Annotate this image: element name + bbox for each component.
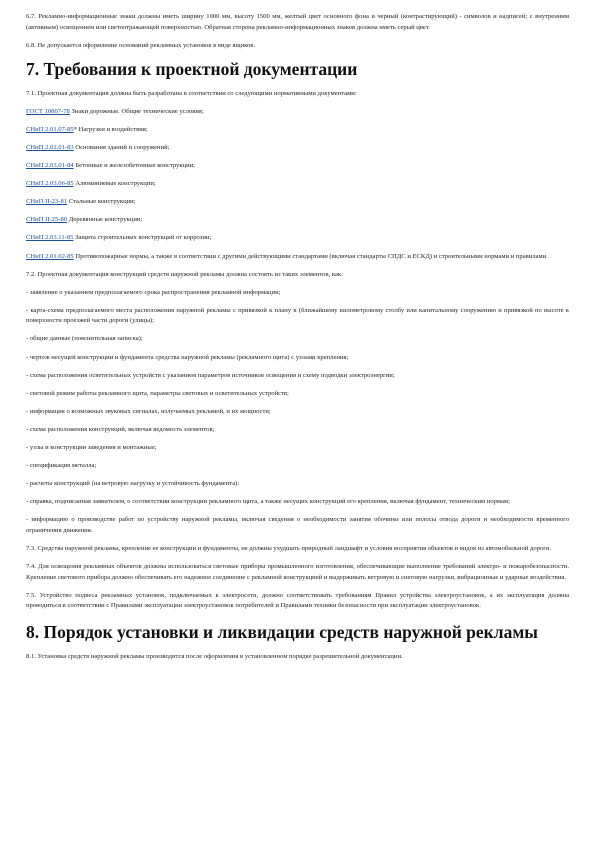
reference-link[interactable]: СНиП 2.01.07-85	[26, 125, 74, 133]
list-item: - схема расположения конструкций, включая ведомость элементов;	[26, 425, 215, 433]
reference-item	[26, 197, 569, 208]
reference-item	[26, 179, 569, 190]
list-item: - расчеты конструкций (на ветровую нагрузку и устойчивость фундамента);	[26, 480, 240, 488]
list-item: - заявление о указанием предполагаемого срока распространения рекламной информации;	[26, 288, 281, 296]
reference-link[interactable]: СНиП 2.03.06-85	[26, 180, 74, 188]
reference-text: Знаки дорожные. Общие технические условия;	[69, 107, 204, 115]
paragraph-7-1: 7.1. Проектная документация должна быть разработана в соответствии со следующими нормативными документами:	[26, 89, 357, 97]
list-item: - спецификация металла;	[26, 462, 97, 470]
reference-text: Бетонные и железобетонные конструкции;	[73, 162, 195, 170]
documentation-elements-list	[26, 288, 569, 537]
list-item: - узлы и конструкции заведения и монтажные;	[26, 443, 157, 451]
paragraph-7-3: 7.3. Средства наружной рекламы, крепление ее конструкции и фундаменты, не должны ухудшать природный ландшафт и условия восприятия объектов и видов из автомобильной дороги.	[26, 544, 552, 552]
reference-item	[26, 233, 569, 244]
reference-link[interactable]: СНиП 2.01.02-85	[26, 252, 74, 260]
list-item: - световой режим работы рекламного щита, параметры световых и осветительных устройств;	[26, 389, 289, 397]
reference-text: Защита строительных конструкций от коррозии;	[73, 234, 212, 242]
section-8-heading: 8. Порядок установки и ликвидации средств наружной рекламы	[26, 621, 538, 642]
reference-link[interactable]: СНиП II-25-80	[26, 216, 68, 224]
reference-link[interactable]: ГОСТ 10807-78	[26, 107, 70, 115]
reference-item	[26, 143, 569, 154]
reference-link[interactable]: СНиП 2.02.01-83	[26, 143, 74, 151]
reference-item	[26, 215, 569, 226]
reference-text: Деревянные конструкции;	[67, 216, 143, 224]
section-7-heading: 7. Требования к проектной документации	[26, 58, 358, 79]
paragraph-8-1: 8.1. Установка средств наружной рекламы производится после оформления в установленном порядке разрешительной документации.	[26, 652, 403, 660]
list-item: - информация о возможных звуковых сигналах, излучаемых рекламой, и их мощности;	[26, 407, 271, 415]
reference-link[interactable]: СНиП 2.03.11-85	[26, 234, 74, 242]
document-page	[26, 12, 569, 670]
reference-text: Стальные конструкции;	[67, 198, 136, 206]
reference-item	[26, 252, 569, 263]
paragraph-6-8: 6.8. Не допускается оформление оснований рекламных установок в виде ящиков.	[26, 41, 256, 49]
reference-text: Основания зданий и сооружений;	[73, 143, 170, 151]
normative-references-list	[26, 107, 569, 262]
reference-text: Противопожарные нормы, а также в соответствии с другими действующими стандартами (включая стандарты СПДС и ЕСКД) и строительными нормами и правилами.	[73, 252, 548, 260]
reference-link[interactable]: СНиП 2.03.01-84	[26, 162, 74, 170]
reference-item	[26, 125, 569, 136]
list-item: - карта-схема предполагаемого места расположения наружной рекламы с привязкой к плану к (ближайшему километровому столбу или капитальному сооружению и привязкой по высоте к поверхности проезжей части дороги (улицы);	[26, 306, 569, 325]
reference-text: * Нагрузки и воздействия;	[73, 125, 148, 133]
list-item: - общие данные (пояснительная записка);	[26, 335, 143, 343]
paragraph-7-5: 7.5. Устройство подвеса рекламных установок, подключаемых к электросети, должно соответствовать требованиям Правил устройства электроустановок, а их эксплуатация должна проводиться в соответствии с Правилами эксплуатации электроустановок потребителей и Правилами техники безопасности при эксплуатации электроустановок.	[26, 591, 569, 610]
paragraph-7-2: 7.2. Проектная документация конструкций средств наружной рекламы должна состоять из таких элементов, как:	[26, 270, 343, 278]
paragraph-6-7: 6.7. Рекламно-информационные знаки должны иметь ширину 1000 мм, высоту 1500 мм, желтый цвет основного фона и черный (контрастирующий) - символов и надписей; с внутренним (активным) освещением или светоотражающей поверхностью. Обратная сторона рекламно-информационных знаков должна иметь серый цвет.	[26, 13, 569, 31]
list-item: - чертеж несущей конструкции и фундамента средства наружной рекламы (рекламного щита) с узлами крепления;	[26, 353, 349, 361]
paragraph-7-4: 7.4. Для освещения рекламных объектов должны использоваться световые приборы промышленного изготовления, обеспечивающие выполнение требований электро- и пожаробезопасности. Крепление светового прибора должно обеспечивать его надежное соединение с рекламной конструкцией и выдерживать ветровую и снеговую нагрузки, вибрационные и ударные воздействия.	[26, 563, 569, 581]
list-item: - информацию о производстве работ по устройству наружной рекламы, включая сведения о необходимости занятия обочины или полосы отвода дороги и необходимости временного ограничения движения.	[26, 516, 569, 534]
reference-link[interactable]: СНиП II-23-81	[26, 198, 68, 206]
list-item: - схема расположения осветительных устройств с указанием параметров источников освещения и схему подводки электроэнергии;	[26, 371, 395, 379]
list-item: - справка, подписанная заявителем, о соответствии конструкции рекламного щита, а также несущих конструкций его крепления, включая фундамент, техническим нормам;	[26, 498, 510, 506]
reference-item	[26, 161, 569, 172]
reference-text: Алюминиевые конструкции;	[73, 180, 156, 188]
reference-item	[26, 107, 569, 118]
